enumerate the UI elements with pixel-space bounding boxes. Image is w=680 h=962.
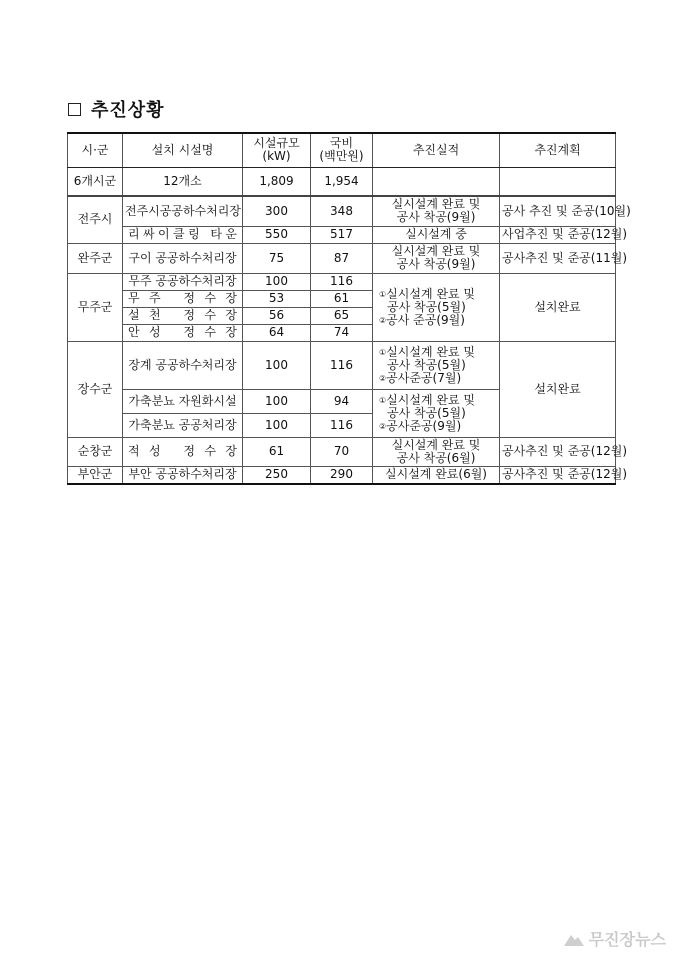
facility: 설 천 정 수 장 — [123, 307, 243, 324]
capacity: 100 — [243, 389, 311, 413]
budget: 74 — [311, 324, 373, 341]
result: 실시설계 완료(6월) — [373, 466, 500, 484]
header-row — [68, 133, 616, 167]
facility: 적 성 정 수 장 — [123, 437, 243, 466]
region-wanju: 완주군 — [68, 243, 123, 273]
progress-table — [67, 132, 631, 485]
table-row — [68, 243, 616, 273]
plan: 공사추진 및 준공(12월) — [500, 437, 616, 466]
facility: 전주시공공하수처리장 — [123, 196, 243, 226]
watermark — [563, 927, 666, 950]
budget: 61 — [311, 290, 373, 307]
region-jangsu: 장수군 — [68, 341, 123, 437]
plan: 설치완료 — [500, 341, 616, 437]
total-capacity: 1,809 — [243, 167, 311, 196]
capacity: 64 — [243, 324, 311, 341]
heading-title: 추진상황 — [91, 100, 165, 121]
table-row — [68, 466, 616, 484]
capacity: 300 — [243, 196, 311, 226]
capacity: 100 — [243, 341, 311, 389]
table-row — [68, 437, 616, 466]
region-muju: 무주군 — [68, 273, 123, 341]
region-jeonju: 전주시 — [68, 196, 123, 243]
plan: 공사추진 및 준공(12월) — [500, 466, 616, 484]
budget: 290 — [311, 466, 373, 484]
table-row — [68, 226, 616, 243]
facility: 무 주 정 수 장 — [123, 290, 243, 307]
total-plan — [500, 167, 616, 196]
result: ①실시설계 완료 및 공사 착공(5월) ②공사준공(9월) — [373, 389, 500, 437]
budget: 94 — [311, 389, 373, 413]
watermark-text: 무진장뉴스 — [588, 930, 666, 949]
square-bullet-icon — [68, 103, 81, 116]
facility: 무주 공공하수처리장 — [123, 273, 243, 290]
header-facility: 설치 시설명 — [123, 133, 243, 167]
plan: 공사추진 및 준공(11월) — [500, 243, 616, 273]
budget: 116 — [311, 341, 373, 389]
mountain-logo-icon — [563, 930, 585, 948]
result: 실시설계 완료 및 공사 착공(9월) — [373, 243, 500, 273]
facility: 구이 공공하수처리장 — [123, 243, 243, 273]
table-row — [68, 273, 616, 290]
budget: 517 — [311, 226, 373, 243]
plan: 사업추진 및 준공(12월) — [500, 226, 616, 243]
table-row — [68, 341, 616, 389]
capacity: 53 — [243, 290, 311, 307]
facility: 가축분뇨 자원화시설 — [123, 389, 243, 413]
capacity: 75 — [243, 243, 311, 273]
capacity: 56 — [243, 307, 311, 324]
capacity: 100 — [243, 273, 311, 290]
capacity: 61 — [243, 437, 311, 466]
header-region: 시·군 — [68, 133, 123, 167]
table-row — [68, 167, 616, 196]
facility: 가축분뇨 공공처리장 — [123, 413, 243, 437]
section-heading — [68, 96, 165, 122]
facility: 장계 공공하수처리장 — [123, 341, 243, 389]
facility: 부안 공공하수처리장 — [123, 466, 243, 484]
plan: 공사 추진 및 준공(10월) — [500, 196, 616, 226]
budget: 65 — [311, 307, 373, 324]
facility: 안 성 정 수 장 — [123, 324, 243, 341]
result: 실시설계 중 — [373, 226, 500, 243]
budget: 116 — [311, 273, 373, 290]
capacity: 100 — [243, 413, 311, 437]
header-budget: 국비 (백만원) — [311, 133, 373, 167]
facility: 리 싸 이 클 링 타 운 — [123, 226, 243, 243]
result: 실시설계 완료 및 공사 착공(6월) — [373, 437, 500, 466]
budget: 116 — [311, 413, 373, 437]
budget: 70 — [311, 437, 373, 466]
total-budget: 1,954 — [311, 167, 373, 196]
result: ①실시설계 완료 및 공사 착공(5월) ②공사 준공(9월) — [373, 273, 500, 341]
result: 실시설계 완료 및 공사 착공(9월) — [373, 196, 500, 226]
table-row — [68, 196, 616, 226]
total-result — [373, 167, 500, 196]
capacity: 550 — [243, 226, 311, 243]
region-sunchang: 순창군 — [68, 437, 123, 466]
plan: 설치완료 — [500, 273, 616, 341]
header-capacity: 시설규모 (kW) — [243, 133, 311, 167]
result: ①실시설계 완료 및 공사 착공(5월) ②공사준공(7월) — [373, 341, 500, 389]
region-buan: 부안군 — [68, 466, 123, 484]
budget: 87 — [311, 243, 373, 273]
total-facility: 12개소 — [123, 167, 243, 196]
header-plan: 추진계획 — [500, 133, 616, 167]
capacity: 250 — [243, 466, 311, 484]
total-region: 6개시군 — [68, 167, 123, 196]
header-result: 추진실적 — [373, 133, 500, 167]
budget: 348 — [311, 196, 373, 226]
